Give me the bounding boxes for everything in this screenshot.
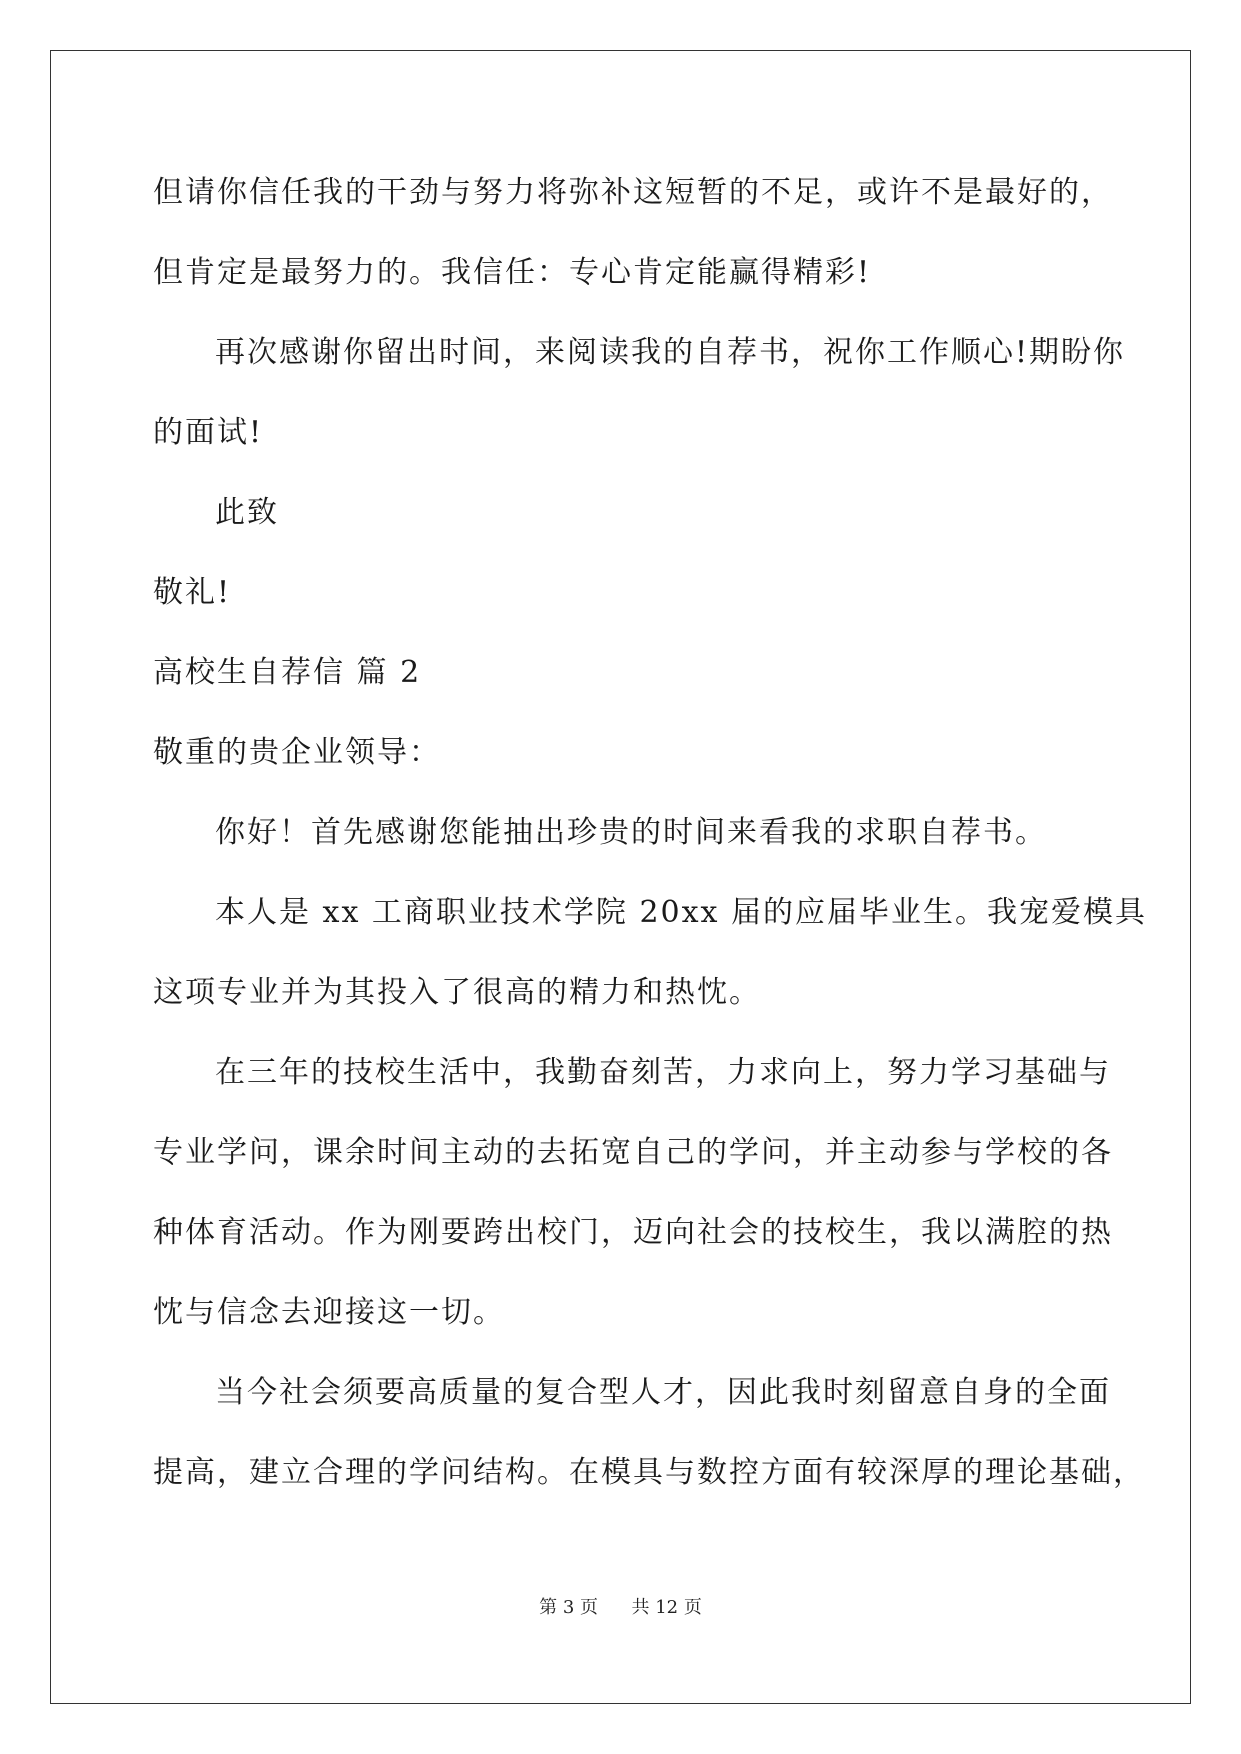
body-line-10: 本人是 xx 工商职业技术学院 20xx 届的应届毕业生。我宠爱模具 — [215, 895, 1147, 930]
page-total: 共 12 页 — [631, 1597, 702, 1618]
body-line-1: 但请你信任我的干劲与努力将弥补这短暂的不足，或许不是最好的， — [153, 175, 1113, 210]
greeting: 敬重的贵企业领导： — [153, 735, 441, 770]
body-line-12: 在三年的技校生活中，我勤奋刻苦，力求向上，努力学习基础与 — [215, 1055, 1111, 1090]
section-heading: 高校生自荐信 篇 2 — [153, 655, 422, 690]
body-line-15: 忱与信念去迎接这一切。 — [153, 1295, 505, 1330]
page-number: 第 3 页 — [539, 1597, 599, 1618]
body-line-4: 的面试! — [153, 415, 264, 450]
closing-regards: 敬礼! — [153, 575, 232, 610]
body-line-16: 当今社会须要高质量的复合型人才，因此我时刻留意自身的全面 — [215, 1375, 1111, 1410]
body-line-14: 种体育活动。作为刚要跨出校门，迈向社会的技校生，我以满腔的热 — [153, 1215, 1113, 1250]
body-line-9: 你好！首先感谢您能抽出珍贵的时间来看我的求职自荐书。 — [215, 815, 1047, 850]
body-line-11: 这项专业并为其投入了很高的精力和热忱。 — [153, 975, 761, 1010]
body-line-13: 专业学问，课余时间主动的去拓宽自己的学问，并主动参与学校的各 — [153, 1135, 1113, 1170]
closing-salutation: 此致 — [215, 495, 279, 530]
body-line-17: 提高，建立合理的学问结构。在模具与数控方面有较深厚的理论基础， — [153, 1455, 1145, 1490]
body-line-3: 再次感谢你留出时间，来阅读我的自荐书，祝你工作顺心!期盼你 — [215, 335, 1126, 370]
body-line-2: 但肯定是最努力的。我信任：专心肯定能赢得精彩! — [153, 255, 872, 290]
page-footer — [0, 1596, 1241, 1620]
